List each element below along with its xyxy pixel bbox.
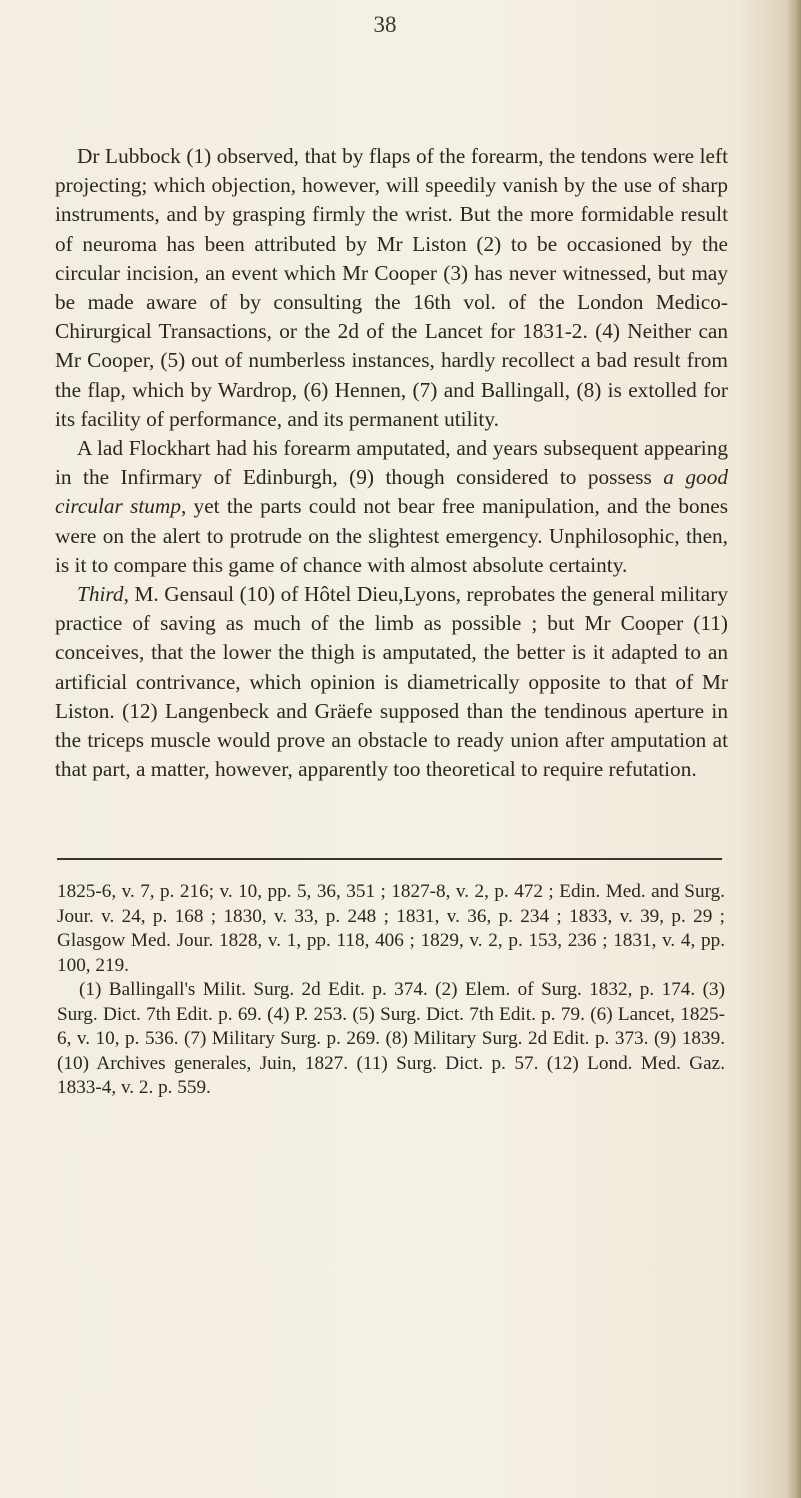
footnote-divider (57, 858, 722, 860)
paragraph-2 (55, 434, 728, 580)
footnote-continuation: 1825-6, v. 7, p. 216; v. 10, pp. 5, 36, 351 ; 1827-8, v. 2, p. 472 ; Edin. Med. and Surg. Jour. v. 24, p. 168 ; 1830, v. 33, p. 248 ; 1831, v. 36, p. 234 ; 1833, v. 39, p. 29 ; Glasgow Med. Jour. 1828, v. 1, pp. 118, 406 ; 1829, v. 2, p. 153, 236 ; 1831, v. 4, pp. 100, 219. (57, 881, 725, 976)
page-number: 38 (373, 12, 397, 37)
body-text (55, 142, 728, 784)
paragraph-3-text: , M. Gensaul (10) of Hôtel Dieu,Lyons, reprobates the general military practice of saving as much of the limb as possible ; but Mr Cooper (11) conceives, that the lower the thigh is amputated, the better is it adapted to an artificial contrivance, which opinion is diametrically opposite to that of Mr Liston. (12) Langenbeck and Gräefe supposed than the tendinous aperture in the triceps muscle would prove an obstacle to ready union after amputation at that part, a matter, however, apparently too theoretical to require refutation. (55, 582, 728, 782)
paragraph-3 (55, 580, 728, 784)
paragraph-2-italic-phrase: a good circular stump (55, 465, 728, 519)
page-edge-shadow (787, 0, 801, 1498)
footnote-references: (1) Ballingall's Milit. Surg. 2d Edit. p. 374. (2) Elem. of Surg. 1832, p. 174. (3) Surg. Dict. 7th Edit. p. 69. (4) P. 253. (5) Surg. Dict. 7th Edit. p. 79. (6) Lancet, 1825-6, v. 10, p. 536. (7) Military Surg. p. 269. (8) Military Surg. 2d Edit. p. 373. (9) 1839. (10) Archives generales, Juin, 1827. (11) Surg. Dict. p. 57. (12) Lond. Med. Gaz. 1833-4, v. 2. p. 559. (57, 979, 725, 1098)
paragraph-2-text-start: A lad Flockhart had his forearm amputated, and years subsequent appearing in the Infirmary of Edinburgh, (9) though considered to possess (55, 436, 728, 490)
paragraph-1: Dr Lubbock (1) observed, that by flaps of the forearm, the tendons were left projecting; which objection, however, will speedily vanish by the use of sharp instruments, and by grasping firmly the wrist. But the more formidable result of neuroma has been attributed by Mr Liston (2) to be occasioned by the circular incision, an event which Mr Cooper (3) has never witnessed, but may be made aware of by consulting the 16th vol. of the London Medico-Chirurgical Transactions, or the 2d of the Lancet for 1831-2. (4) Neither can Mr Cooper, (5) out of numberless instances, hardly recollect a bad result from the flap, which by Wardrop, (6) Hennen, (7) and Ballingall, (8) is extolled for its facility of performance, and its permanent utility. (55, 144, 728, 431)
paragraph-3-italic-lead: Third (77, 582, 124, 607)
footnotes (57, 880, 725, 1101)
paragraph-2-text-end: , yet the parts could not bear free manipulation, and the bones were on the alert to protrude on the slightest emergency. Unphilosophic, then, is it to compare this game of chance with almost absolute certainty. (55, 494, 728, 577)
